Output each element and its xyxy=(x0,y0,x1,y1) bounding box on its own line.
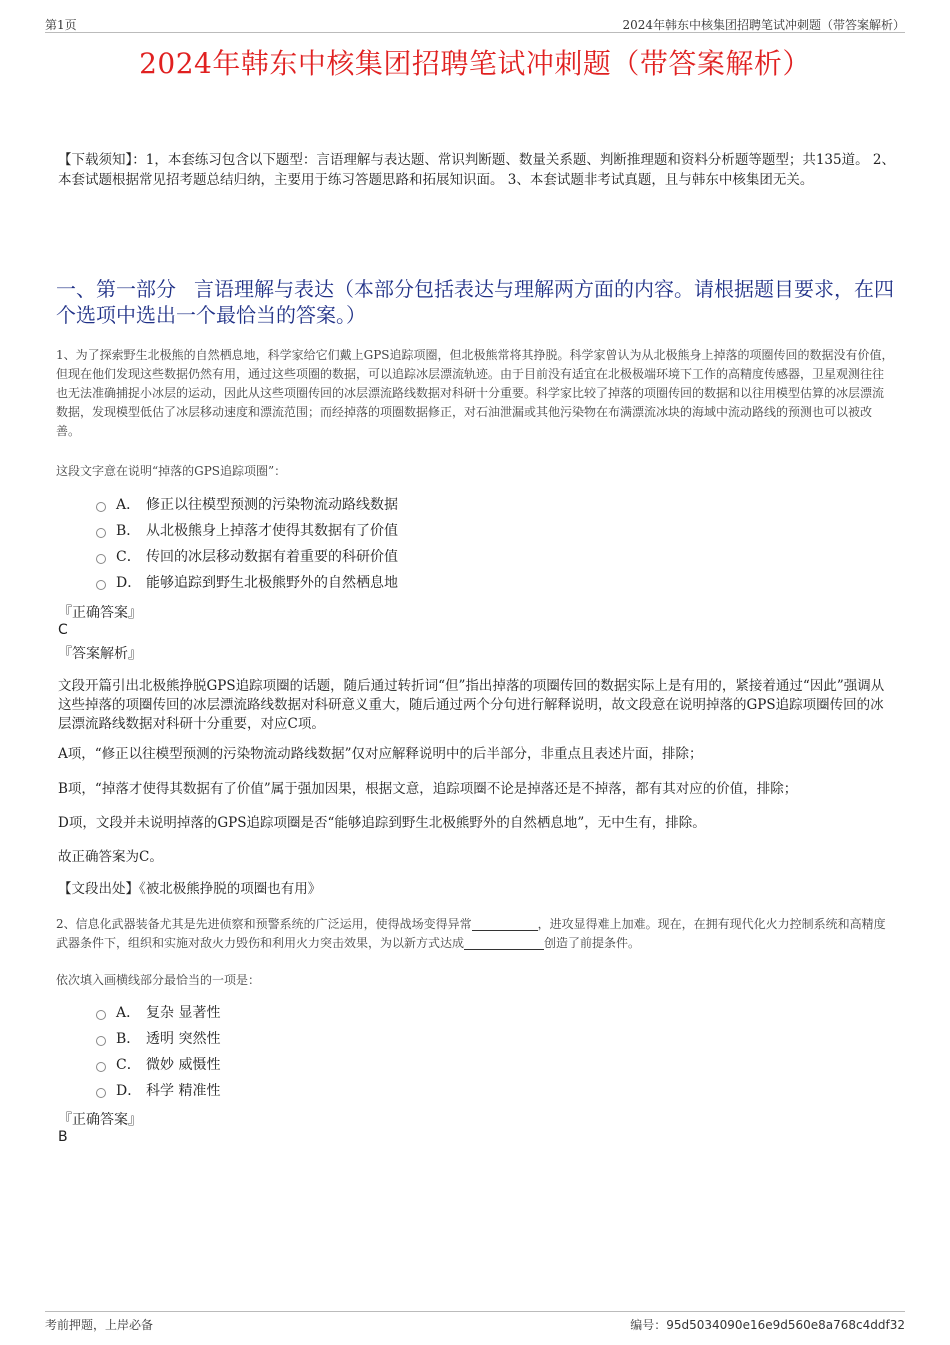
q1-analysis-summary: 文段开篇引出北极熊挣脱GPS追踪项圈的话题，随后通过转折词“但”指出掉落的项圈传回的数据实际上是有用的，紧接着通过“因此”强调从这些掉落的项圈传回的冰层漂流路线数据对科研意义重大，随后通过两个分句进行解释说明，故文段意在说明掉落的GPS追踪项圈传回的冰层漂流路线数据对科研十分重要，对应C项。 xyxy=(58,678,885,732)
q1-answer: C xyxy=(58,622,68,638)
radio-icon[interactable] xyxy=(96,580,106,590)
fill-blank-2[interactable] xyxy=(464,935,544,950)
q1-analysis-d: D项，文段并未说明掉落的GPS追踪项圈是否“能够追踪到野生北极熊野外的自然栖息地”，无中生有，排除。 xyxy=(58,815,706,831)
question-2-options xyxy=(96,1002,220,1106)
header-doc-title: 2024年韩东中核集团招聘笔试冲刺题（带答案解析） xyxy=(622,18,905,32)
q1-option-d[interactable]: D． 能够追踪到野生北极熊野外的自然栖息地 xyxy=(96,572,398,598)
page-number: 第1页 xyxy=(45,18,77,32)
radio-icon[interactable] xyxy=(96,1036,106,1046)
download-notice: 【下载须知】：1，本套练习包含以下题型：言语理解与表达题、常识判断题、数量关系题、判断推理题和资料分析题等题型；共135道。 2、本套试题根据常见招考题总结归纳，主要用于练习答题思路和拓展知识面。 3、本套试题非考试真题，且与韩东中核集团无关。 xyxy=(58,152,895,188)
section-heading xyxy=(56,276,896,328)
radio-icon[interactable] xyxy=(96,502,106,512)
q2-option-a[interactable]: A． 复杂 显著性 xyxy=(96,1002,220,1028)
radio-icon[interactable] xyxy=(96,1088,106,1098)
radio-icon[interactable] xyxy=(96,528,106,538)
question-2-prompt: 依次填入画横线部分最恰当的一项是： xyxy=(56,973,261,987)
q2-answer: B xyxy=(58,1129,68,1145)
footer-code: 编号：95d5034090e16e9d560e8a768c4ddf32 xyxy=(630,1318,905,1332)
question-2-text: 2、信息化武器装备尤其是先进侦察和预警系统的广泛运用，使得战场变得异常 ，进攻显得难上加难。现在，在拥有现代化火力控制系统和高精度武器条件下，组织和实施对敌火力毁伤和利用火力突击效果，为以新方式达成 创造了前提条件。 xyxy=(56,917,886,950)
radio-icon[interactable] xyxy=(96,1010,106,1020)
section-part: 一、第一部分 xyxy=(56,277,176,301)
document-title: 2024年韩东中核集团招聘笔试冲刺题（带答案解析） xyxy=(139,47,811,80)
q1-answer-label: 『正确答案』 xyxy=(58,605,142,621)
q2-option-b[interactable]: B． 透明 突然性 xyxy=(96,1028,220,1054)
fill-blank-1[interactable] xyxy=(472,916,538,931)
footer-slogan: 考前押题，上岸必备 xyxy=(45,1318,154,1332)
page-footer xyxy=(45,1311,905,1332)
q2-option-d[interactable]: D． 科学 精准性 xyxy=(96,1080,220,1106)
q1-option-a[interactable]: A． 修正以往模型预测的污染物流动路线数据 xyxy=(96,494,398,520)
q2-option-c[interactable]: C． 微妙 威慑性 xyxy=(96,1054,220,1080)
q2-answer-label: 『正确答案』 xyxy=(58,1112,142,1128)
q1-option-b[interactable]: B． 从北极熊身上掉落才使得其数据有了价值 xyxy=(96,520,398,546)
page-header xyxy=(45,14,905,33)
radio-icon[interactable] xyxy=(96,1062,106,1072)
q1-analysis-b: B项，“掉落才使得其数据有了价值”属于强加因果，根据文意，追踪项圈不论是掉落还是不掉落，都有其对应的价值，排除； xyxy=(58,781,798,797)
q1-analysis-conclusion: 故正确答案为C。 xyxy=(58,849,163,865)
radio-icon[interactable] xyxy=(96,554,106,564)
question-1-prompt: 这段文字意在说明“掉落的GPS追踪项圈”： xyxy=(56,464,287,478)
question-1-options xyxy=(96,494,398,598)
q1-source: 【文段出处】《被北极熊挣脱的项圈也有用》 xyxy=(58,881,322,897)
q1-analysis-label: 『答案解析』 xyxy=(58,646,142,662)
q1-option-c[interactable]: C． 传回的冰层移动数据有着重要的科研价值 xyxy=(96,546,398,572)
question-1-text: 1、为了探索野生北极熊的自然栖息地，科学家给它们戴上GPS追踪项圈，但北极熊常将其挣脱。科学家曾认为从北极熊身上掉落的项圈传回的数据没有价值，但现在他们发现这些数据仍然有用，通过这些项圈的数据，可以追踪冰层漂流轨迹。由于目前没有适宜在北极极端环境下工作的高精度传感器，卫星观测往往也无法准确捕捉小冰层的运动，因此从这些项圈传回的冰层漂流路线数据对科研十分重要。科学家比较了掉落的项圈传回的数据和以往用模型估算的冰层漂流数据，发现模型低估了冰层移动速度和漂流范围；而经掉落的项圈数据修正，对石油泄漏或其他污染物在布满漂流冰块的海域中流动路线的预测也可以被改善。 xyxy=(56,348,894,438)
q1-analysis-a: A项，“修正以往模型预测的污染物流动路线数据”仅对应解释说明中的后半部分，非重点且表述片面，排除； xyxy=(58,746,703,762)
section-description: 言语理解与表达（本部分包括表达与理解两方面的内容。请根据题目要求，在四个选项中选出一个最恰当的答案。） xyxy=(56,277,894,327)
